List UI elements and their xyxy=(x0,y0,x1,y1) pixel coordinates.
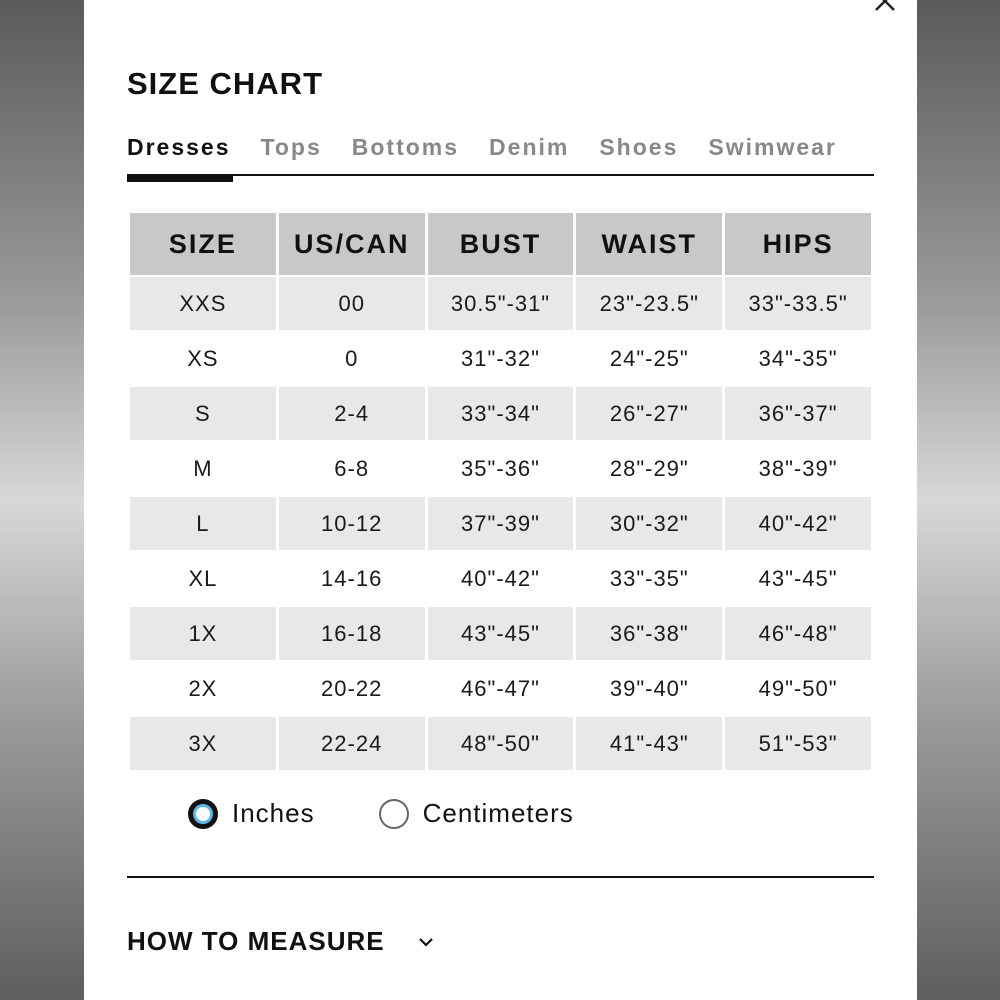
cell-hips: 40"-42" xyxy=(725,497,871,550)
tab-denim[interactable]: Denim xyxy=(489,134,570,160)
cell-hips: 49"-50" xyxy=(725,662,871,715)
cell-bust: 43"-45" xyxy=(428,607,574,660)
column-header-waist: WAIST xyxy=(576,213,722,275)
cell-bust: 30.5"-31" xyxy=(428,277,574,330)
cell-us-can: 14-16 xyxy=(279,552,425,605)
size-table xyxy=(127,211,874,772)
tab-swimwear[interactable]: Swimwear xyxy=(708,134,837,160)
table-row xyxy=(130,552,871,605)
cell-hips: 51"-53" xyxy=(725,717,871,770)
chevron-down-icon xyxy=(417,933,435,951)
cell-us-can: 0 xyxy=(279,332,425,385)
cell-size: XL xyxy=(130,552,276,605)
cell-bust: 31"-32" xyxy=(428,332,574,385)
cell-size: S xyxy=(130,387,276,440)
cell-size: XXS xyxy=(130,277,276,330)
dialog-title: SIZE CHART xyxy=(127,66,323,101)
tab-shoes[interactable]: Shoes xyxy=(599,134,679,160)
column-header-bust: BUST xyxy=(428,213,574,275)
cell-hips: 33"-33.5" xyxy=(725,277,871,330)
cell-size: XS xyxy=(130,332,276,385)
cell-bust: 40"-42" xyxy=(428,552,574,605)
cell-us-can: 10-12 xyxy=(279,497,425,550)
cell-waist: 24"-25" xyxy=(576,332,722,385)
tab-bottoms[interactable]: Bottoms xyxy=(351,134,460,160)
cell-hips: 34"-35" xyxy=(725,332,871,385)
inches-label: Inches xyxy=(232,798,315,828)
cell-hips: 38"-39" xyxy=(725,442,871,495)
column-header-hips: HIPS xyxy=(725,213,871,275)
cell-hips: 46"-48" xyxy=(725,607,871,660)
cell-waist: 30"-32" xyxy=(576,497,722,550)
cell-bust: 37"-39" xyxy=(428,497,574,550)
table-row xyxy=(130,332,871,385)
unit-selector xyxy=(188,798,574,829)
table-row xyxy=(130,607,871,660)
table-row xyxy=(130,277,871,330)
cell-size: 3X xyxy=(130,717,276,770)
cell-waist: 23"-23.5" xyxy=(576,277,722,330)
section-divider xyxy=(127,876,874,878)
cell-bust: 35"-36" xyxy=(428,442,574,495)
cell-us-can: 16-18 xyxy=(279,607,425,660)
table-row xyxy=(130,442,871,495)
cell-size: 1X xyxy=(130,607,276,660)
cell-us-can: 20-22 xyxy=(279,662,425,715)
table-header-row xyxy=(130,213,871,275)
how-to-measure-toggle[interactable] xyxy=(127,926,435,957)
cell-us-can: 00 xyxy=(279,277,425,330)
table-body xyxy=(130,277,871,770)
cell-size: L xyxy=(130,497,276,550)
cell-size: 2X xyxy=(130,662,276,715)
cell-us-can: 6-8 xyxy=(279,442,425,495)
centimeters-label: Centimeters xyxy=(422,798,574,828)
unit-option-inches[interactable] xyxy=(188,798,315,829)
cell-us-can: 2-4 xyxy=(279,387,425,440)
cell-hips: 43"-45" xyxy=(725,552,871,605)
cell-bust: 33"-34" xyxy=(428,387,574,440)
cell-size: M xyxy=(130,442,276,495)
cell-waist: 39"-40" xyxy=(576,662,722,715)
table-row xyxy=(130,497,871,550)
close-icon[interactable] xyxy=(870,0,900,16)
table-row xyxy=(130,662,871,715)
column-header-size: SIZE xyxy=(130,213,276,275)
category-tabs xyxy=(127,134,874,176)
table-row xyxy=(130,387,871,440)
table-row xyxy=(130,717,871,770)
cell-bust: 48"-50" xyxy=(428,717,574,770)
close-icon-glyph xyxy=(870,0,900,16)
unit-option-centimeters[interactable] xyxy=(379,798,574,829)
cell-hips: 36"-37" xyxy=(725,387,871,440)
cell-waist: 26"-27" xyxy=(576,387,722,440)
column-header-us-can: US/CAN xyxy=(279,213,425,275)
cell-waist: 36"-38" xyxy=(576,607,722,660)
how-to-measure-label: HOW TO MEASURE xyxy=(127,926,385,956)
centimeters-radio[interactable] xyxy=(379,799,409,829)
tab-tops[interactable]: Tops xyxy=(260,134,322,160)
cell-us-can: 22-24 xyxy=(279,717,425,770)
inches-radio[interactable] xyxy=(188,799,218,829)
cell-waist: 28"-29" xyxy=(576,442,722,495)
cell-bust: 46"-47" xyxy=(428,662,574,715)
cell-waist: 33"-35" xyxy=(576,552,722,605)
cell-waist: 41"-43" xyxy=(576,717,722,770)
tab-dresses[interactable]: Dresses xyxy=(127,134,231,174)
